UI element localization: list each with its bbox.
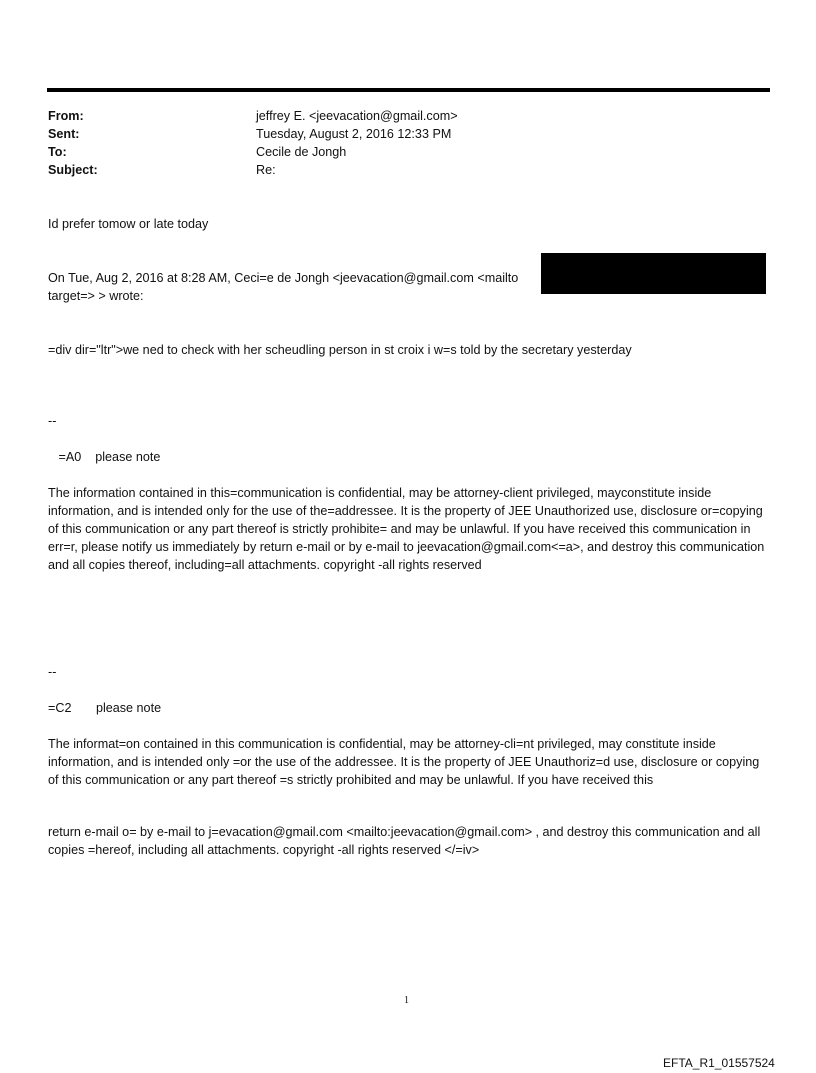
signature-separator: -- [48,414,57,428]
from-value: jeffrey E. <jeevacation@gmail.com> [256,109,458,123]
redaction-box [541,253,766,294]
please-note-line-2: =C2 please note [48,701,162,715]
quote-attribution-target: target=> > wrote: [48,289,144,303]
please-note-line: =A0 please note [48,450,161,464]
to-value: Cecile de Jongh [256,145,347,159]
quoted-message: =div dir="ltr">we ned to check with her scheudling person in st croix i w=s told by the secretary yesterday [48,343,632,357]
subject-value: Re: [256,163,276,177]
sent-label: Sent: [48,127,80,141]
signature-separator-2: -- [48,665,57,679]
disclaimer-tail: return e-mail o= by e-mail to j=evacation@gmail.com <mailto:jeevacation@gmail.com> , and destroy this communication and all copies =hereof, including all attachments. copyright -all rights reserved </=iv> [48,825,764,857]
reply-text: Id prefer tomow or late today [48,217,209,231]
email-header [48,107,748,179]
sent-value: Tuesday, August 2, 2016 12:33 PM [256,127,452,141]
confidentiality-disclaimer: The information contained in this=communication is confidential, may be attorney-client privileged, mayconstitute inside information, and is intended only for the use of the=addressee. It is the property of JEE Unauthorized use, disclosure or=copying of this communication or any part thereof is strictly prohibite= and may be unlawful. If you have received this communication in err=r, please notify us immediately by return e-mail or by e-mail to jeevacation@gmail.com<=a>, and destroy this communication and all copies thereof, including=all attachments. copyright -all rights reserved [48,486,768,572]
subject-label: Subject: [48,163,98,177]
from-label: From: [48,109,84,123]
to-label: To: [48,145,67,159]
quote-attribution-line: On Tue, Aug 2, 2016 at 8:28 AM, Ceci=e de Jongh <jeevacation@gmail.com <mailto [48,271,519,285]
confidentiality-disclaimer-2: The informat=on contained in this communication is confidential, may be attorney-cli=nt privileged, may constitute inside information, and is intended only =or the use of the addressee. It is the property of JEE Unauthoriz=d use, disclosure or copying of this communication or any part thereof =s strictly prohibited and may be unlawful. If you have received this [48,737,763,787]
header-rule [47,88,770,92]
page-number: 1 [404,995,409,1006]
document-id: EFTA_R1_01557524 [663,1056,775,1070]
